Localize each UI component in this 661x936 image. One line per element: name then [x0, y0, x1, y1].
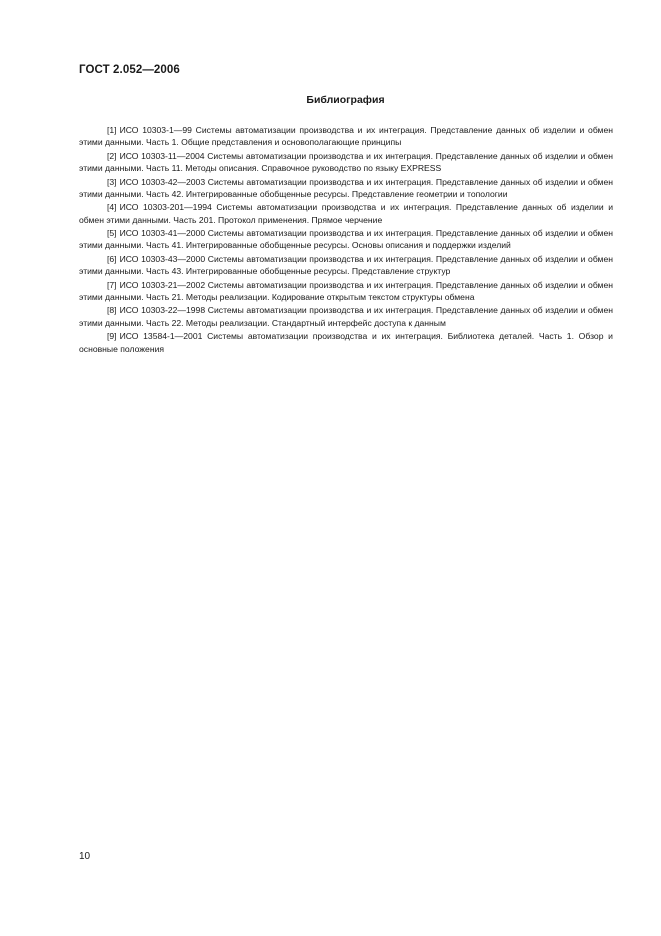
bibliography-title: Библиография [306, 94, 385, 106]
entry-number: [9] [107, 331, 117, 342]
bibliography-entry [79, 227, 613, 252]
entry-number: [8] [107, 305, 117, 316]
entry-text: ИСО 10303-42—2003 Системы автоматизации производства и их интеграция. Представление данных об изделии и обмен этими данными. Часть 42. Интегрированные обобщенные ресурсы. Представление геометрии и топологии [79, 176, 613, 199]
bibliography-entry [79, 304, 613, 329]
entry-number: [2] [107, 150, 117, 161]
entry-text: ИСО 10303-1—99 Системы автоматизации производства и их интеграция. Представление данных об изделии и обмен этими данными. Часть 1. Общие представления и основополагающие принципы [79, 125, 613, 148]
bibliography-entry [79, 253, 613, 278]
bibliography-entry [79, 176, 613, 201]
entry-number: [7] [107, 279, 117, 290]
document-header: ГОСТ 2.052—2006 [79, 64, 180, 76]
entry-number: [1] [107, 125, 117, 135]
entry-number: [4] [107, 202, 117, 213]
entry-text: ИСО 10303-11—2004 Системы автоматизации производства и их интеграция. Представление данных об изделии и обмен этими данными. Часть 11. Методы описания. Справочное руководство по языку EXPRESS [79, 150, 613, 174]
entry-text: ИСО 10303-41—2000 Системы автоматизации производства и их интеграция. Представление данных об изделии и обмен этими данными. Часть 41. Интегрированные обобщенные ресурсы. Основы описания и поддержки изделий [79, 228, 613, 251]
entry-text: ИСО 10303-22—1998 Системы автоматизации производства и их интеграция. Представление данных об изделии и обмен этими данными. Часть 22. Методы реализации. Стандартный интерфейс доступа к данным [79, 305, 613, 328]
bibliography-entry [79, 124, 613, 149]
page-number: 10 [79, 851, 91, 862]
entry-text: ИСО 10303-21—2002 Системы автоматизации производства и их интеграция. Представление данных об изделии и обмен этими данными. Часть 21. Методы реализации. Кодирование открытым текстом структуры обмена [79, 279, 613, 302]
bibliography-entry [79, 279, 613, 304]
entry-number: [3] [107, 176, 117, 187]
entry-text: ИСО 10303-201—1994 Системы автоматизации производства и их интеграция. Представление данных об изделии и обмен этими данными. Часть 201. Протокол применения. Прямое черчение [79, 202, 613, 225]
bibliography-list [79, 124, 613, 356]
entry-number: [5] [107, 228, 117, 239]
bibliography-entry [79, 150, 613, 175]
entry-number: [6] [107, 253, 117, 264]
entry-text: ИСО 10303-43—2000 Системы автоматизации производства и их интеграция. Представление данных об изделии и обмен этими данными. Часть 43. Интегрированные обобщенные ресурсы. Представление структур [79, 253, 613, 277]
entry-text: ИСО 13584-1—2001 Системы автоматизации производства и их интеграция. Библиотека деталей. Часть 1. Обзор и основные положения [79, 331, 613, 354]
bibliography-entry [79, 330, 613, 355]
bibliography-entry [79, 201, 613, 226]
